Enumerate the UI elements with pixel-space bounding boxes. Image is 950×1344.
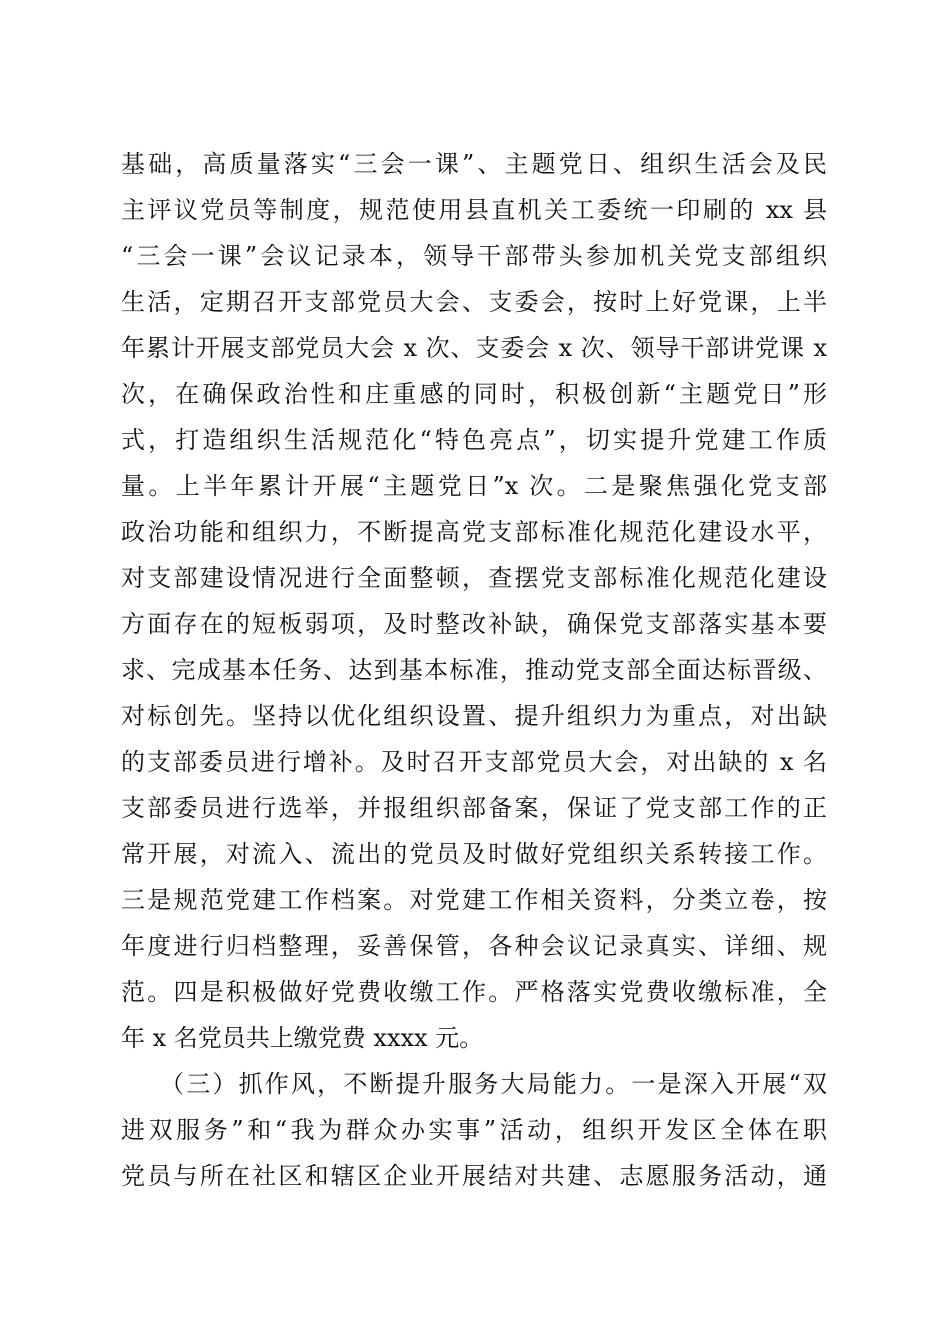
text-line: 三是规范党建工作档案。对党建工作相关资料，分类立卷，按 [121,886,827,914]
section-heading-line: （三）抓作风，不断提升服务大局能力。一是深入开展“双 [160,1070,827,1098]
text-line: 年 x 名党员共上缴党费 xxxx 元。 [121,1024,484,1052]
text-line: 主评议党员等制度，规范使用县直机关工委统一印刷的 xx 县 [121,196,827,224]
text-line: 基础，高质量落实“三会一课”、主题党日、组织生活会及民 [121,150,827,178]
text-line: 生活，定期召开支部党员大会、支委会，按时上好党课，上半 [121,288,827,316]
text-line: 次，在确保政治性和庄重感的同时，积极创新“主题党日”形 [121,380,827,408]
text-line: 对支部建设情况进行全面整顿，查摆党支部标准化规范化建设 [121,564,827,592]
text-line: 范。四是积极做好党费收缴工作。严格落实党费收缴标准，全 [121,978,827,1006]
text-line: 支部委员进行选举，并报组织部备案，保证了党支部工作的正 [121,794,827,822]
text-line: 式，打造组织生活规范化“特色亮点”，切实提升党建工作质 [121,426,827,454]
text-line: 年度进行归档整理，妥善保管，各种会议记录真实、详细、规 [121,932,827,960]
text-line: “三会一课”会议记录本，领导干部带头参加机关党支部组织 [121,242,827,270]
text-line: 求、完成基本任务、达到基本标准，推动党支部全面达标晋级、 [121,656,827,684]
text-line: 年累计开展支部党员大会 x 次、支委会 x 次、领导干部讲党课 x [121,334,827,362]
text-line: 对标创先。坚持以优化组织设置、提升组织力为重点，对出缺 [121,702,827,730]
text-line: 常开展，对流入、流出的党员及时做好党组织关系转接工作。 [121,840,827,868]
text-line: 进双服务”和“我为群众办实事”活动，组织开发区全体在职 [121,1116,827,1144]
text-line: 政治功能和组织力，不断提高党支部标准化规范化建设水平， [121,518,827,546]
text-line: 的支部委员进行增补。及时召开支部党员大会，对出缺的 x 名 [121,748,827,776]
text-line: 党员与所在社区和辖区企业开展结对共建、志愿服务活动，通 [121,1162,827,1190]
text-line: 量。上半年累计开展“主题党日”x 次。二是聚焦强化党支部 [121,472,827,500]
text-line: 方面存在的短板弱项，及时整改补缺，确保党支部落实基本要 [121,610,827,638]
